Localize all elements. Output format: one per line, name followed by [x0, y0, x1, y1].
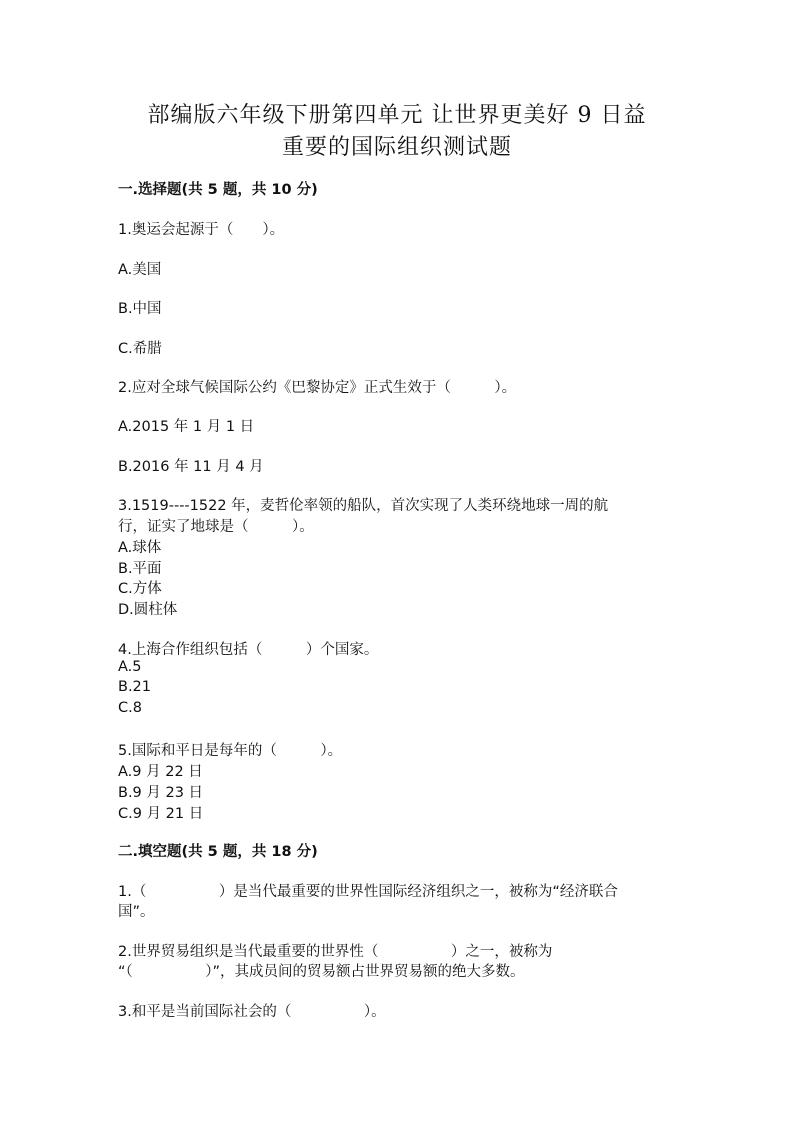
question-5-option-b: B.9 月 23 日	[118, 785, 204, 801]
question-3-option-c: C.方体	[118, 581, 162, 597]
question-3-option-d: D.圆柱体	[118, 602, 178, 618]
question-2-option-a: A.2015 年 1 月 1 日	[118, 419, 255, 435]
page-title-line-1: 部编版六年级下册第四单元 让世界更美好 9 日益	[147, 103, 647, 128]
question-2-stem: 2.应对全球气候国际公约《巴黎协定》正式生效于（ ）。	[118, 380, 517, 396]
fill-question-2-line-2: “（ ）”，其成员间的贸易额占世界贸易额的绝大多数。	[118, 964, 525, 980]
fill-question-1-line-1: 1.（ ）是当代最重要的世界性国际经济组织之一，被称为“经济联合	[118, 884, 618, 900]
section-heading-choice: 一.选择题(共 5 题，共 10 分)	[118, 182, 318, 198]
question-5-option-c: C.9 月 21 日	[118, 806, 204, 822]
question-3-option-a: A.球体	[118, 540, 162, 556]
question-1-stem: 1.奥运会起源于（ ）。	[118, 222, 285, 238]
fill-question-3-stem: 3.和平是当前国际社会的（ ）。	[118, 1004, 386, 1020]
question-2-option-b: B.2016 年 11 月 4 月	[118, 459, 264, 475]
question-5-stem: 5.国际和平日是每年的（ ）。	[118, 743, 343, 759]
question-1-option-b: B.中国	[118, 301, 162, 317]
fill-question-1-line-2: 国”。	[118, 904, 155, 920]
question-4-option-a: A.5	[118, 659, 142, 675]
question-1-option-c: C.希腊	[118, 341, 162, 357]
page-title-line-2: 重要的国际组织测试题	[281, 135, 512, 160]
question-3-stem-line-2: 行，证实了地球是（ ）。	[118, 519, 314, 535]
question-4-stem: 4.上海合作组织包括（ ）个国家。	[118, 642, 379, 658]
question-3-stem-line-1: 3.1519----1522 年，麦哲伦率领的船队，首次实现了人类环绕地球一周的航	[118, 498, 609, 514]
question-4-option-b: B.21	[118, 679, 152, 695]
question-5-option-a: A.9 月 22 日	[118, 764, 203, 780]
section-heading-fill-blank: 二.填空题(共 5 题，共 18 分)	[118, 844, 318, 860]
question-3-option-b: B.平面	[118, 561, 162, 577]
fill-question-2-line-1: 2.世界贸易组织是当代最重要的世界性（ ）之一，被称为	[118, 944, 553, 960]
question-1-option-a: A.美国	[118, 262, 162, 278]
question-4-option-c: C.8	[118, 700, 142, 716]
